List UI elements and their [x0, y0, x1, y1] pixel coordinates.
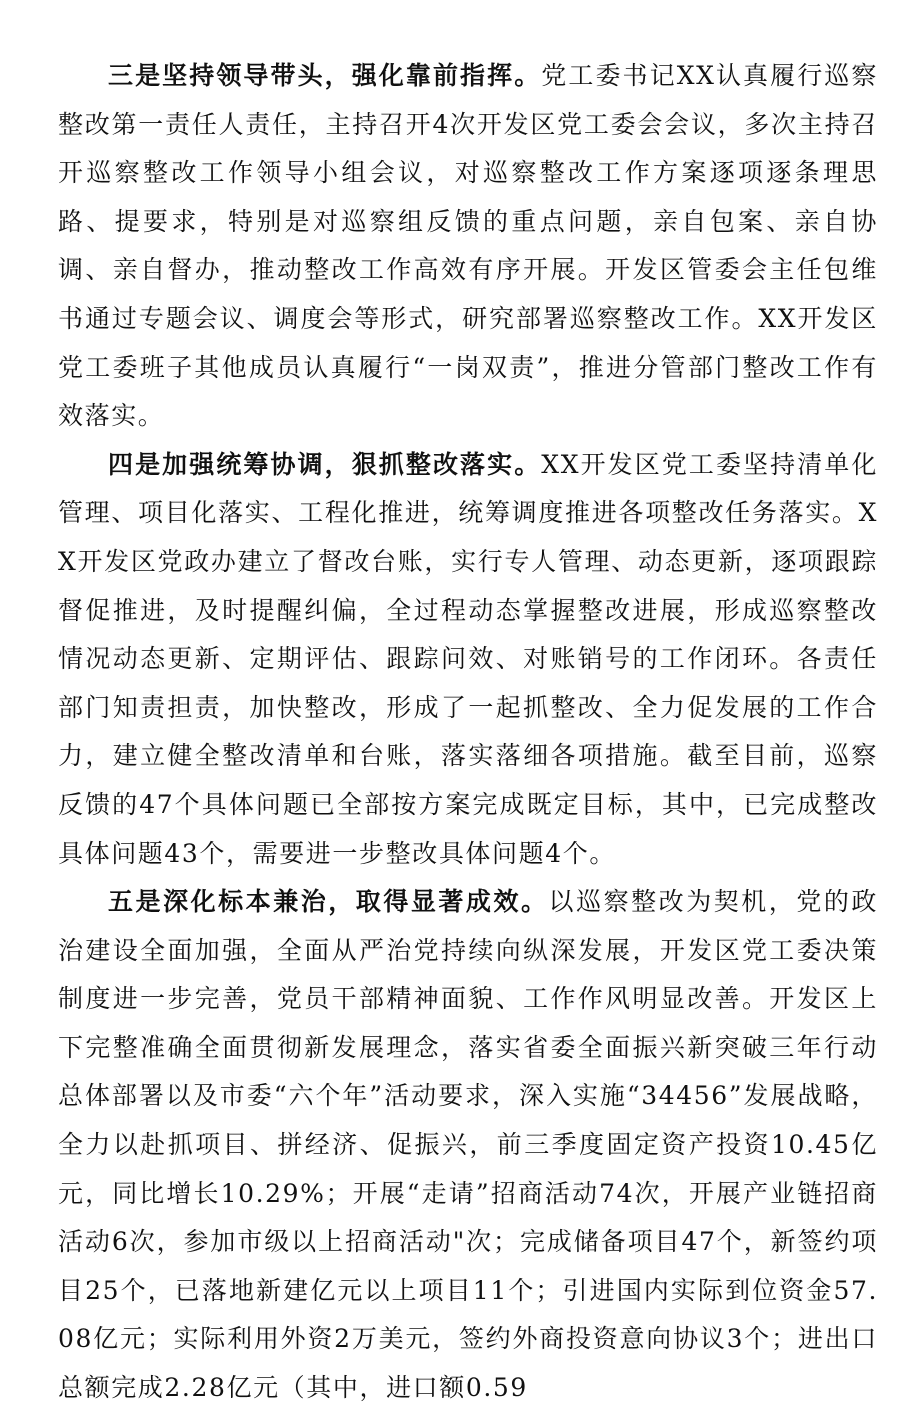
paragraph-body: 党工委书记XX认真履行巡察整改第一责任人责任，主持召开4次开发区党工委会会议，多次主持召开巡察整改工作领导小组会议，对巡察整改工作方案逐项逐条理思路、提要求，特别是对巡察组反馈的重点问题，亲自包案、亲自协调、亲自督办，推动整改工作高效有序开展。开发区管委会主任包维书通过专题会议、调度会等形式，研究部署巡察整改工作。XX开发区党工委班子其他成员认真履行“一岗双责”，推进分管部门整改工作有效落实。: [58, 61, 878, 431]
paragraph-body: 以巡察整改为契机，党的政治建设全面加强，全面从严治党持续向纵深发展，开发区党工委决策制度进一步完善，党员干部精神面貌、工作作风明显改善。开发区上下完整准确全面贯彻新发展理念，落实省委全面振兴新突破三年行动总体部署以及市委“六个年”活动要求，深入实施“34456”发展战略，全力以赴抓项目、拼经济、促振兴，前三季度固定资产投资10.45亿元，同比增长10.29%；开展“走请”招商活动74次，开展产业链招商活动6次，参加市级以上招商活动"次；完成储备项目47个，新签约项目25个，已落地新建亿元以上项目11个；引进国内实际到位资金57.08亿元；实际利用外资2万美元，签约外商投资意向协议3个；进出口总额完成2.28亿元（其中，进口额0.59: [58, 887, 878, 1403]
paragraph-results: [58, 878, 878, 1413]
document-page: [58, 52, 878, 1413]
paragraph-lead: 三是坚持领导带头，强化靠前指挥。: [108, 61, 542, 90]
paragraph-body: XX开发区党工委坚持清单化管理、项目化落实、工程化推进，统筹调度推进各项整改任务落实。XX开发区党政办建立了督改台账，实行专人管理、动态更新，逐项跟踪督促推进，及时提醒纠偏，全过程动态掌握整改进展，形成巡察整改情况动态更新、定期评估、跟踪问效、对账销号的工作闭环。各责任部门知责担责，加快整改，形成了一起抓整改、全力促发展的工作合力，建立健全整改清单和台账，落实落细各项措施。截至目前，巡察反馈的47个具体问题已全部按方案完成既定目标，其中，已完成整改具体问题43个，需要进一步整改具体问题4个。: [58, 449, 878, 868]
paragraph-leadership: [58, 52, 878, 441]
paragraph-lead: 四是加强统筹协调，狠抓整改落实。: [108, 449, 542, 479]
paragraph-lead: 五是深化标本兼治，取得显著成效。: [108, 887, 549, 917]
paragraph-coordination: [58, 441, 878, 878]
